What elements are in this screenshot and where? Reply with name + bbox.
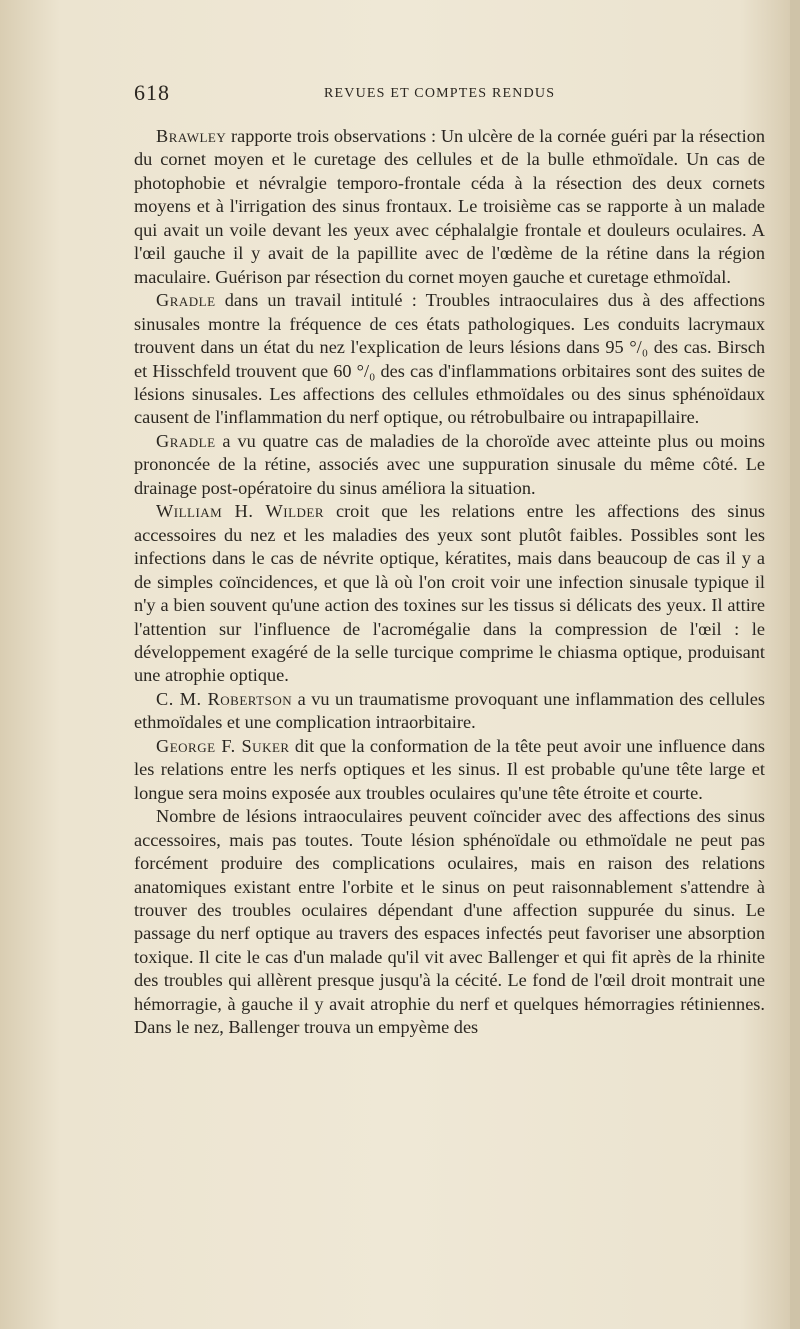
author-name: C. M. Robertson bbox=[156, 688, 293, 709]
paragraph-lesions bbox=[134, 805, 765, 1040]
page-header bbox=[134, 80, 774, 110]
author-name: William H. Wilder bbox=[156, 501, 325, 522]
paragraph-suker bbox=[134, 735, 765, 805]
paragraph-text: rapporte trois observations : Un ulcère de la cornée guéri par la résection du cornet moyen et le curetage des cellules et de la bulle ethmoïdale. Un cas de photophobie et névralgie temporo-frontale céda à la résection des deux cornets moyens et à l'irrigation des sinus frontaux. Le troisième cas se rapporte à un malade qui avait un voile devant les yeux avec céphalalgie frontale et douleurs oculaires. A l'œil gauche il y avait de la papillite avec de l'œdème de la rétine dans la région maculaire. Guérison par résection du cornet moyen gauche et curetage ethmoïdal. bbox=[134, 126, 765, 287]
article-body bbox=[134, 125, 765, 1040]
paragraph-text: dit que la conformation de la tête peut avoir une influence dans les relations entre les nerfs optiques et les sinus. Il est probable qu'une tête large et longue sera moins exposée aux troubles oculaires qu'une tête étroite et courte. bbox=[134, 735, 765, 803]
paragraph-text: dans un travail intitulé : Troubles intraoculaires dus à des affections sinusales montre la fréquence de ces états pathologiques. Les conduits lacrymaux trouvent dans un état du nez l'explication de leurs lésions dans 95 °/₀ des cas. Birsch et Hisschfeld trouvent que 60 °/₀ des cas d'inflammations orbitaires sont des suites de lésions sinusales. Les affections des cellules ethmoïdales ou des sinus sphénoïdaux causent de l'inflammation du nerf optique, ou rétrobulbaire ou intrapapillaire. bbox=[134, 290, 765, 428]
paragraph-text: a vu un traumatisme provoquant une inflammation des cellules ethmoïdales et une complication intraorbitaire. bbox=[134, 688, 766, 733]
author-name: Brawley bbox=[156, 126, 227, 146]
paragraph-brawley bbox=[134, 125, 765, 289]
author-name: Gradle bbox=[156, 430, 216, 451]
paragraph-text: croit que les relations entre les affections des sinus accessoires du nez et les maladies des yeux sont plutôt faibles. Possibles sont les infections dans le cas de névrite optique, kératites, mais dans beaucoup de cas il y a de simples coïncidences, et que là où l'on croit voir une infection sinusale typique il n'y a bien souvent qu'une action des toxines sur les tissus si délicats des yeux. Il attire l'attention sur l'influence de l'acromégalie dans la compression de l'œil : le développement exagéré de la selle turcique comprime le chiasma optique, produisant une atrophie optique. bbox=[134, 501, 765, 686]
paragraph-text: a vu quatre cas de maladies de la choroïde avec atteinte plus ou moins prononcée de la rétine, associés avec une suppuration sinusale du même côté. Le drainage post-opératoire du sinus améliora la situation. bbox=[134, 430, 765, 498]
paragraph-gradle-1 bbox=[134, 289, 765, 430]
page-edge bbox=[790, 0, 800, 1329]
running-head: REVUES ET COMPTES RENDUS bbox=[324, 86, 556, 101]
paragraph-text: Nombre de lésions intraoculaires peuvent coïncider avec des affections des sinus accessoires, mais pas toutes. Toute lésion sphénoïdale ou ethmoïdale ne peut pas forcément produire des complications oculaires, mais en raison des relations anatomiques existant entre l'orbite et le sinus on peut raisonnablement s'attendre à trouver des troubles oculaires dépendant d'une affection suppurée du sinus. Le passage du nerf optique au travers des espaces infectés peut favoriser une absorption toxique. Il cite le cas d'un malade qu'il vit avec Ballenger et qui fit après de la rhinite des troubles qui allèrent presque jusqu'à la cécité. Le fond de l'œil droit montrait une hémorragie, à gauche il y avait atrophie du nerf et quelques hémorragies rétiniennes. Dans le nez, Ballenger trouva un empyème des bbox=[134, 806, 765, 1038]
page-number: 618 bbox=[134, 80, 170, 105]
author-name: George F. Suker bbox=[156, 735, 290, 756]
paragraph-robertson bbox=[134, 688, 765, 735]
author-name: Gradle bbox=[156, 290, 216, 311]
paragraph-gradle-2 bbox=[134, 430, 765, 500]
paragraph-wilder bbox=[134, 500, 765, 688]
